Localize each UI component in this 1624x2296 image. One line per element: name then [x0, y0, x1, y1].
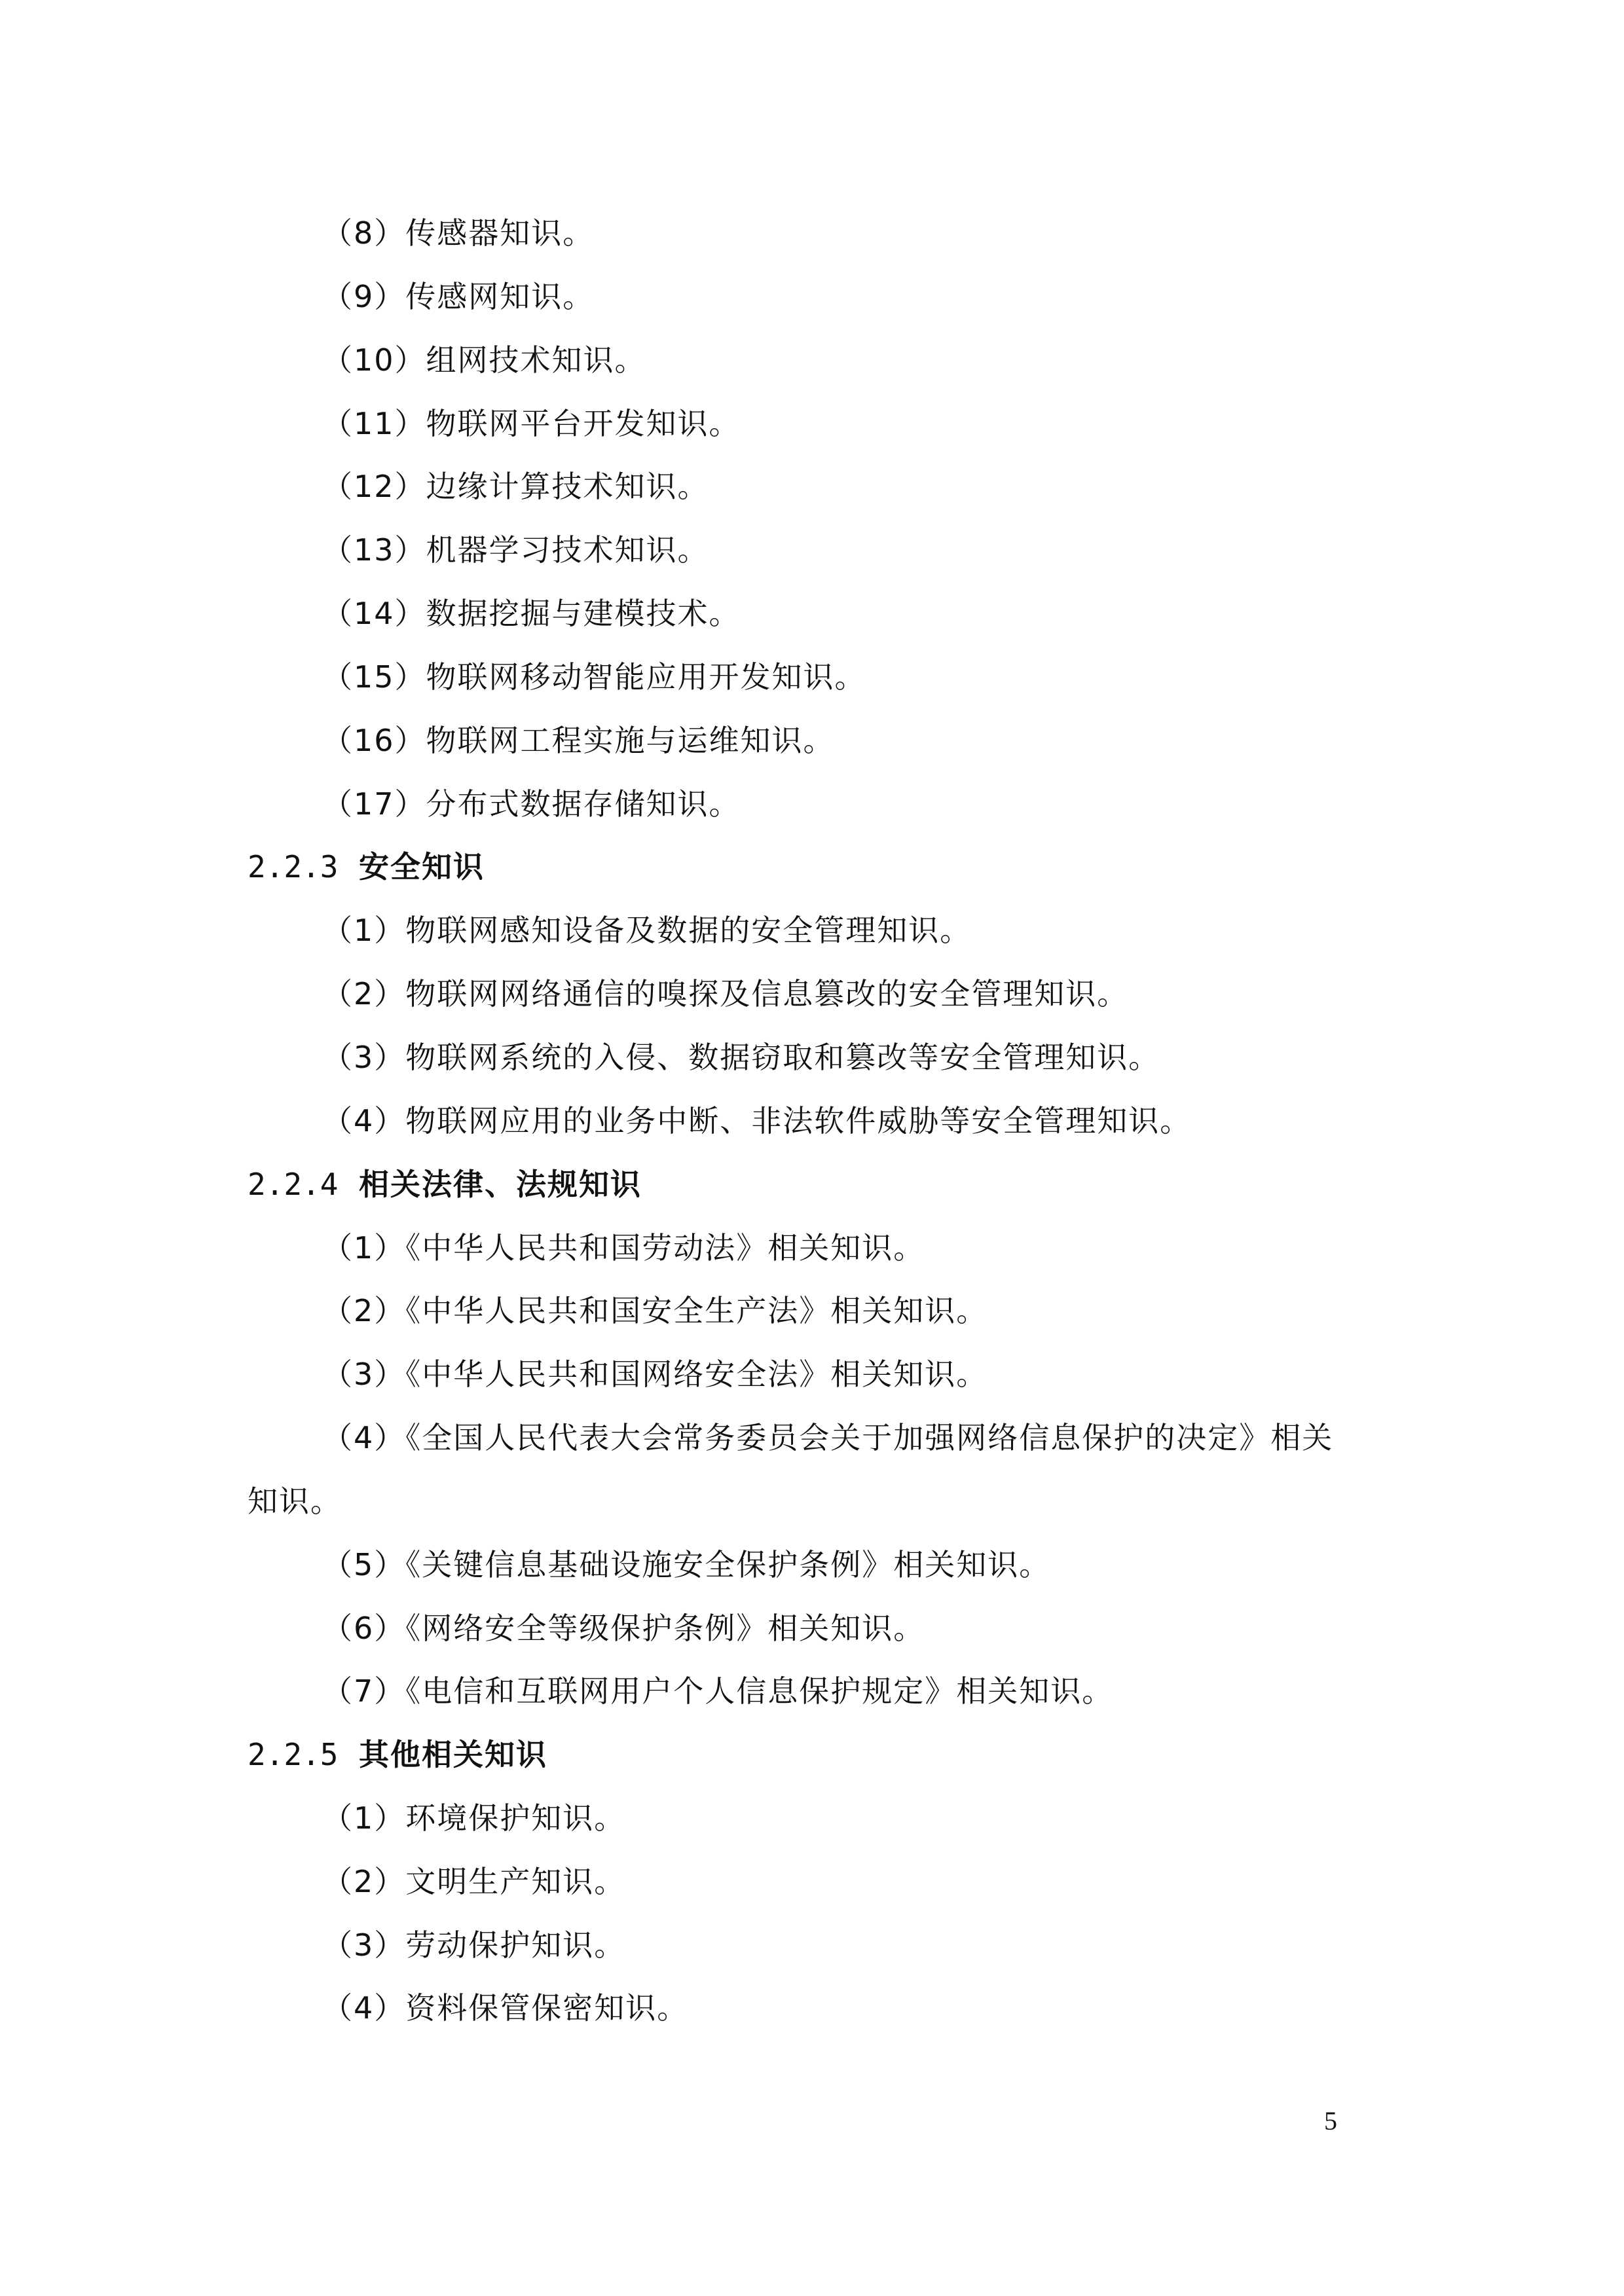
list-item: （5）《关键信息基础设施安全保护条例》相关知识。 — [322, 1547, 1051, 1582]
list-item: （2）文明生产知识。 — [322, 1864, 626, 1899]
list-item: （2）物联网网络通信的嗅探及信息篡改的安全管理知识。 — [322, 976, 1129, 1011]
section-number: 2.2.4 — [248, 1167, 339, 1202]
list-item: （1）物联网感知设备及数据的安全管理知识。 — [322, 913, 972, 948]
list-item: （3）《中华人民共和国网络安全法》相关知识。 — [322, 1357, 988, 1392]
list-item: （11）物联网平台开发知识。 — [322, 406, 741, 441]
list-item-continuation: 知识。 — [248, 1484, 342, 1519]
section-title: 相关法律、法规知识 — [359, 1167, 642, 1202]
list-item: （14）数据挖掘与建模技术。 — [322, 596, 741, 631]
list-item: （15）物联网移动智能应用开发知识。 — [322, 659, 866, 695]
section-title: 其他相关知识 — [359, 1737, 547, 1772]
section-title: 安全知识 — [359, 849, 485, 884]
list-item: （10）组网技术知识。 — [322, 342, 646, 378]
list-item: （4）资料保管保密知识。 — [322, 1990, 689, 2026]
section-number: 2.2.5 — [248, 1737, 339, 1772]
section-number: 2.2.3 — [248, 849, 339, 884]
list-item: （16）物联网工程实施与运维知识。 — [322, 723, 835, 758]
list-item: （1）《中华人民共和国劳动法》相关知识。 — [322, 1230, 925, 1266]
list-item: （9）传感网知识。 — [322, 279, 595, 314]
section-heading-2-2-4 — [248, 1165, 642, 1204]
section-heading-2-2-3 — [248, 847, 485, 886]
list-item: （3）物联网系统的入侵、数据窃取和篡改等安全管理知识。 — [322, 1040, 1160, 1075]
list-item: （4）物联网应用的业务中断、非法软件威胁等安全管理知识。 — [322, 1103, 1192, 1139]
list-item: （4）《全国人民代表大会常务委员会关于加强网络信息保护的决定》相关 — [322, 1420, 1334, 1455]
list-item: （7）《电信和互联网用户个人信息保护规定》相关知识。 — [322, 1673, 1114, 1709]
list-item: （12）边缘计算技术知识。 — [322, 469, 709, 504]
list-item: （13）机器学习技术知识。 — [322, 532, 709, 568]
list-item: （1）环境保护知识。 — [322, 1800, 626, 1836]
list-item: （8）传感器知识。 — [322, 215, 595, 251]
list-item: （3）劳动保护知识。 — [322, 1927, 626, 1963]
list-item: （6）《网络安全等级保护条例》相关知识。 — [322, 1611, 925, 1646]
section-heading-2-2-5 — [248, 1735, 547, 1774]
list-item: （17）分布式数据存储知识。 — [322, 786, 741, 822]
list-item: （2）《中华人民共和国安全生产法》相关知识。 — [322, 1293, 988, 1328]
page-number: 5 — [1324, 2106, 1337, 2136]
